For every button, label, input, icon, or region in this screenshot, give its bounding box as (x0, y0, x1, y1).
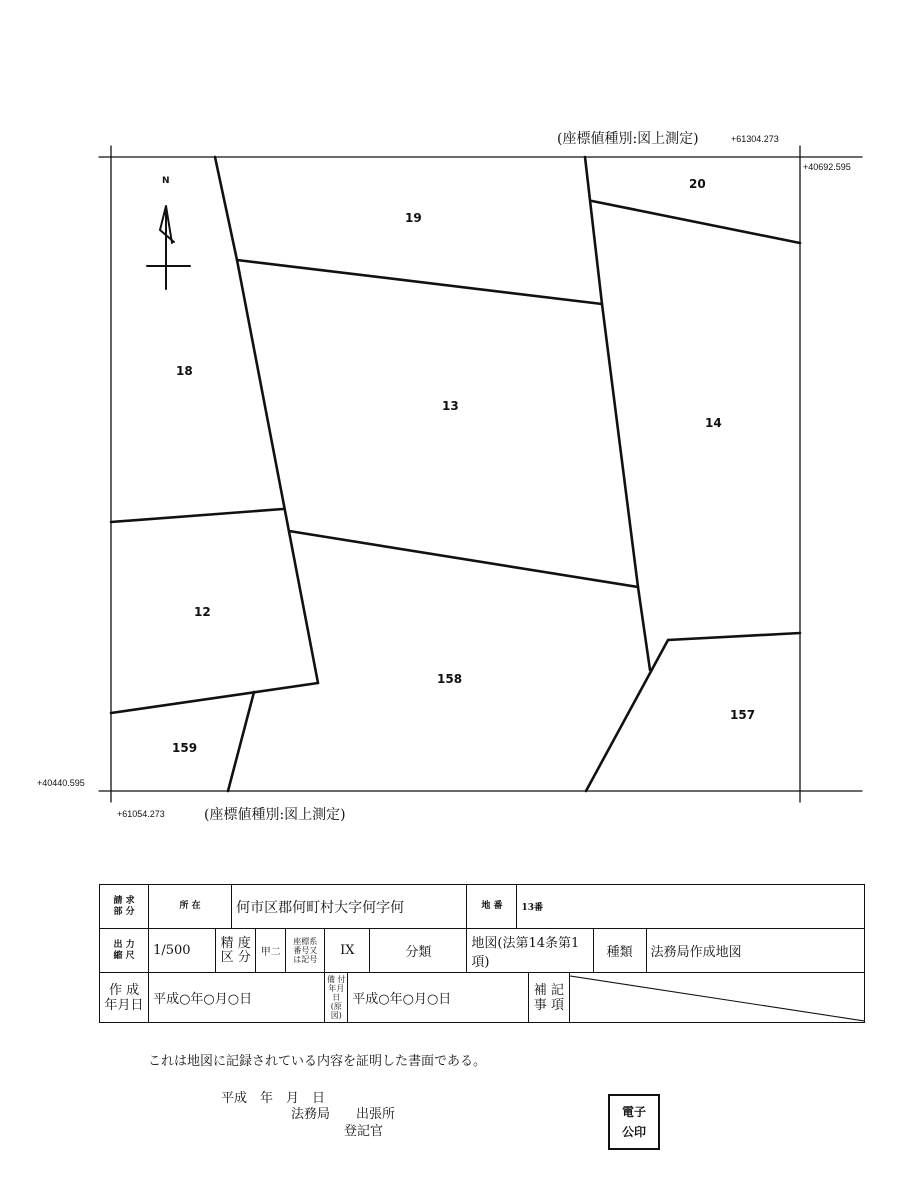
coord-top-right-x: +61304.273 (731, 134, 779, 144)
lot-label-12: 12 (194, 605, 211, 619)
coord-sys-label: 座標系 番号又 は記号 (286, 929, 325, 973)
class-value: 地図(法第14条第1項) (467, 929, 593, 973)
lot-label-159: 159 (172, 741, 198, 755)
certification-statement: これは地図に記録されている内容を証明した書面である。 (148, 1054, 487, 1069)
notes-value (569, 973, 864, 1023)
attached-label: 備 付 年月日 (原図) (325, 973, 348, 1023)
cert-office-line: 法務局 出張所 (291, 1107, 396, 1122)
precision-value: 甲二 (256, 929, 286, 973)
location-label: 所 在 (149, 885, 232, 929)
created-value: 平成○年○月○日 (149, 973, 325, 1023)
electronic-seal-stamp: 電子 公印 (608, 1094, 660, 1150)
cert-registrar: 登記官 (344, 1124, 384, 1139)
north-label: N (162, 176, 170, 186)
lot-label-158: 158 (437, 672, 463, 686)
lot-label-20: 20 (689, 177, 706, 191)
location-value: 何市区郡何町村大字何字何 (232, 885, 467, 929)
coord-bottom-left-x: +61054.273 (117, 809, 165, 819)
lot-label-13: 13 (442, 399, 459, 413)
cert-date-line: 平成 年 月 日 (221, 1091, 326, 1106)
lot-label-19: 19 (405, 211, 422, 225)
class-label: 分類 (370, 929, 467, 973)
coord-bottom-left-y: +40440.595 (37, 778, 85, 788)
type-label: 種類 (593, 929, 646, 973)
parcel-boundaries (111, 157, 800, 791)
map-info-table (99, 884, 865, 1023)
attached-value: 平成○年○月○日 (348, 973, 529, 1023)
diagonal-strike-line (570, 974, 864, 1022)
request-label: 請 求 部 分 (100, 885, 149, 929)
lot-label-157: 157 (730, 708, 756, 722)
precision-label: 精 度 区 分 (216, 929, 256, 973)
lot-no-value: 13番 (517, 885, 865, 929)
type-value: 法務局作成地図 (646, 929, 864, 973)
coord-top-right-y: +40692.595 (803, 162, 851, 172)
created-label: 作 成 年月日 (100, 973, 149, 1023)
coord-caption-top: (座標値種別:図上測定) (557, 131, 699, 147)
lot-no-label: 地 番 (467, 885, 517, 929)
coord-caption-bottom: (座標値種別:図上測定) (204, 807, 346, 823)
scale-value: 1/500 (149, 929, 216, 973)
lot-label-18: 18 (176, 364, 193, 378)
coord-sys-value: IX (325, 929, 370, 973)
north-arrow-icon (147, 206, 190, 289)
notes-label: 補 記 事 項 (529, 973, 569, 1023)
lot-label-14: 14 (705, 416, 722, 430)
scale-label: 出 力 縮 尺 (100, 929, 149, 973)
